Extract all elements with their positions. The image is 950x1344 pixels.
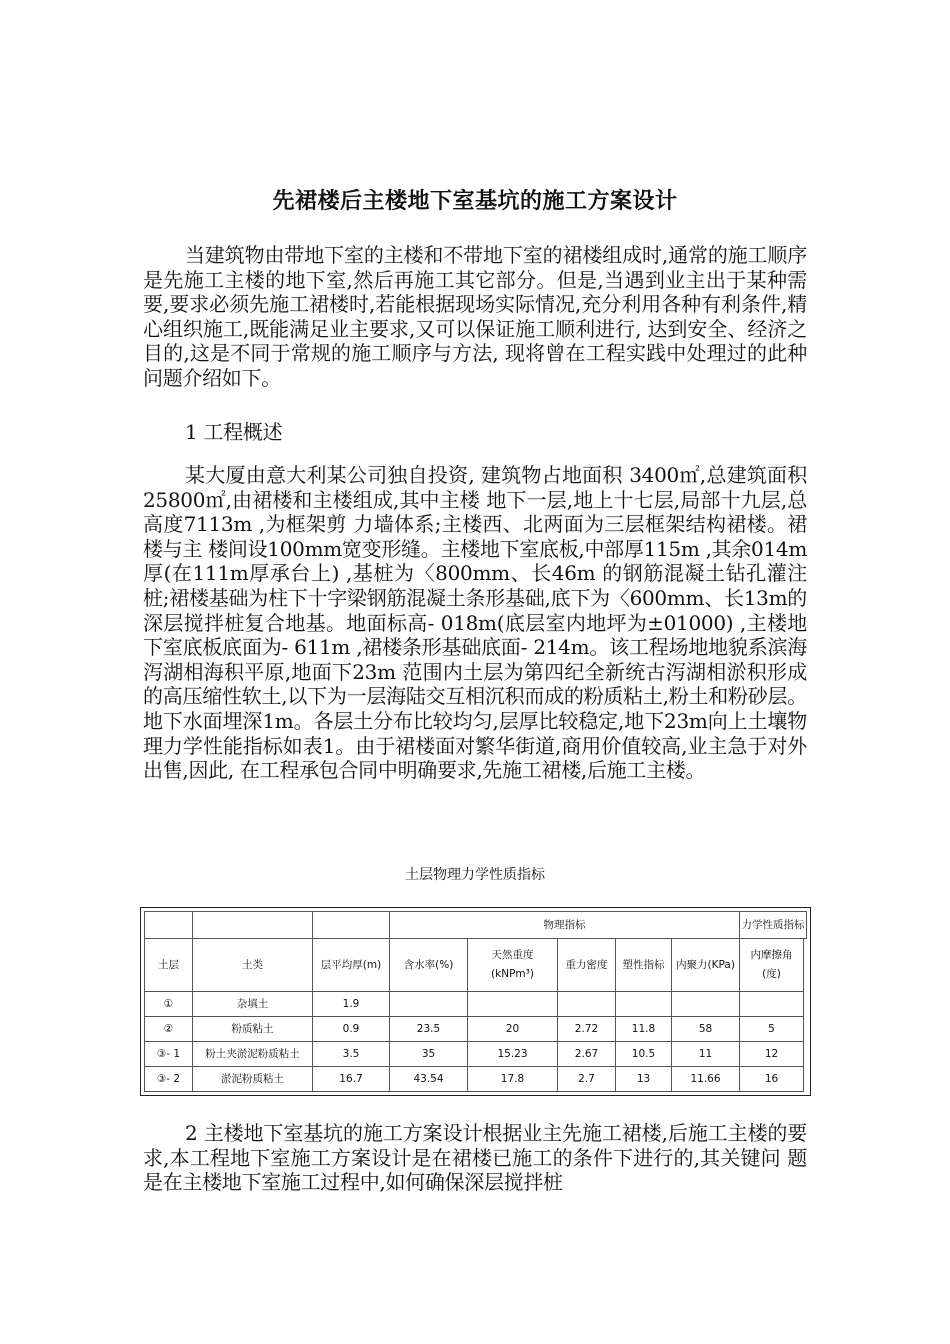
col-header-friction-angle-unit: (度): [762, 968, 781, 980]
table-cell: 5: [740, 1017, 804, 1042]
col-header-plasticity: 塑性指标: [616, 939, 672, 992]
table-cell: 35: [390, 1042, 468, 1067]
table-cell: 1.9: [313, 992, 390, 1017]
section-2-paragraph: 2 主楼地下室基坑的施工方案设计根据业主先施工裙楼,后施工主楼的要求,本工程地下室施工方案设计是在裙楼已施工的条件下进行的,其关键问 题是在主楼地下室施工过程中,如何确保深层搅拌桩: [143, 1121, 807, 1195]
table-cell: 17.8: [468, 1067, 558, 1092]
table-cell: [740, 992, 804, 1017]
table-cell: [616, 992, 672, 1017]
table-cell: 16: [740, 1067, 804, 1092]
table-cell: 粉土夹淤泥粉质粘土: [193, 1042, 313, 1067]
col-header-gravity-density: 重力密度: [558, 939, 616, 992]
soil-properties-table: [140, 907, 811, 1096]
table-cell: [672, 992, 740, 1017]
table-cell: 11: [672, 1042, 740, 1067]
table-row: [145, 1067, 807, 1092]
intro-paragraph: 当建筑物由带地下室的主楼和不带地下室的裙楼组成时,通常的施工顺序是先施工主楼的地下室,然后再施工其它部分。但是,当遇到业主出于某种需要,要求必须先施工裙楼时,若能根据现场实际情况,充分利用各种有利条件,精心组织施工,既能满足业主要求,又可以保证施工顺利进行, 达到安全、经济之目的,这是不同于常规的施工顺序与方法, 现将曾在工程实践中处理过的此种问题介绍如下。: [143, 243, 807, 390]
col-header-layer: 土层: [145, 939, 193, 992]
table-cell: 0.9: [313, 1017, 390, 1042]
table-cell: 2.7: [558, 1067, 616, 1092]
table-cell: 16.7: [313, 1067, 390, 1092]
col-header-thickness: 层平均厚(m): [313, 939, 390, 992]
table-cell: ③- 1: [145, 1042, 193, 1067]
col-header-natural-weight-unit: (kNPm³): [491, 968, 534, 980]
table-cell: 2.72: [558, 1017, 616, 1042]
table-cell: 10.5: [616, 1042, 672, 1067]
table-cell: 13: [616, 1067, 672, 1092]
table-cell: ①: [145, 992, 193, 1017]
table-cell: ②: [145, 1017, 193, 1042]
table-cell: 12: [740, 1042, 804, 1067]
table-cell: 20: [468, 1017, 558, 1042]
table-row: [145, 1017, 807, 1042]
table-cell: 23.5: [390, 1017, 468, 1042]
table-cell: [558, 992, 616, 1017]
table-cell: 3.5: [313, 1042, 390, 1067]
table-cell: 粉质粘土: [193, 1017, 313, 1042]
table-caption: 土层物理力学性质指标: [405, 867, 545, 883]
col-header-friction-angle: [740, 939, 804, 992]
table-cell: 杂填土: [193, 992, 313, 1017]
table-cell: ③- 2: [145, 1067, 193, 1092]
physical-indicators-header: 物理指标: [390, 912, 740, 939]
table-cell: 58: [672, 1017, 740, 1042]
table-cell: 43.54: [390, 1067, 468, 1092]
section-1-heading: 1 工程概述: [185, 420, 283, 444]
project-overview-paragraph: 某大厦由意大利某公司独自投资, 建筑物占地面积 3400㎡,总建筑面积25800㎡,由裙楼和主楼组成,其中主楼 地下一层,地上十七层,局部十九层,总高度7113m ,为框架剪 力墙体系;主楼西、北两面为三层框架结构裙楼。裙楼与主 楼间设100mm宽变形缝。主楼地下室底板,中部厚115m ,其余014m厚(在111m厚承台上) ,基桩为〈800mm、长46m 的钢筋混凝土钻孔灌注桩;裙楼基础为柱下十字梁钢筋混凝土条形基础,底下为〈600mm、长13m的深层搅拌桩复合地基。地面标高- 018m(底层室内地坪为±01000) ,主楼地下室底板底面为- 611m ,裙楼条形基础底面- 214m。该工程场地地貌系滨海泻湖相海积平原,地面下23m 范围内土层为第四纪全新统古泻湖相淤积形成的高压缩性软土,以下为一层海陆交互相沉积而成的粉质粘土,粉土和粉砂层。地下水面埋深1m。各层土分布比较均匀,层厚比较稳定,地下23m向上土壤物理力学性能指标如表1。由于裙楼面对繁华街道,商用价值较高,业主急于对外出售,因此, 在工程承包合同中明确要求,先施工裙楼,后施工主楼。: [143, 463, 807, 783]
table-row: [145, 992, 807, 1017]
col-header-natural-weight-label: 天然重度: [491, 949, 534, 961]
table-cell: 淤泥粉质粘土: [193, 1067, 313, 1092]
col-header-natural-weight: [468, 939, 558, 992]
table-cell: 2.67: [558, 1042, 616, 1067]
col-header-water-content: 含水率(%): [390, 939, 468, 992]
col-header-soil-type: 土类: [193, 939, 313, 992]
document-title: 先裙楼后主楼地下室基坑的施工方案设计: [272, 189, 678, 214]
table-column-header-row: [145, 939, 807, 992]
table-row: [145, 1042, 807, 1067]
col-header-friction-angle-label: 内摩擦角: [750, 949, 793, 961]
table-cell: 15.23: [468, 1042, 558, 1067]
table-cell: [468, 992, 558, 1017]
col-header-cohesion: 内聚力(KPa): [672, 939, 740, 992]
table-group-header-row: [145, 912, 807, 939]
table-cell: [390, 992, 468, 1017]
mechanical-properties-header: 力学性质指标: [740, 912, 807, 939]
table-cell: 11.8: [616, 1017, 672, 1042]
table-cell: 11.66: [672, 1067, 740, 1092]
